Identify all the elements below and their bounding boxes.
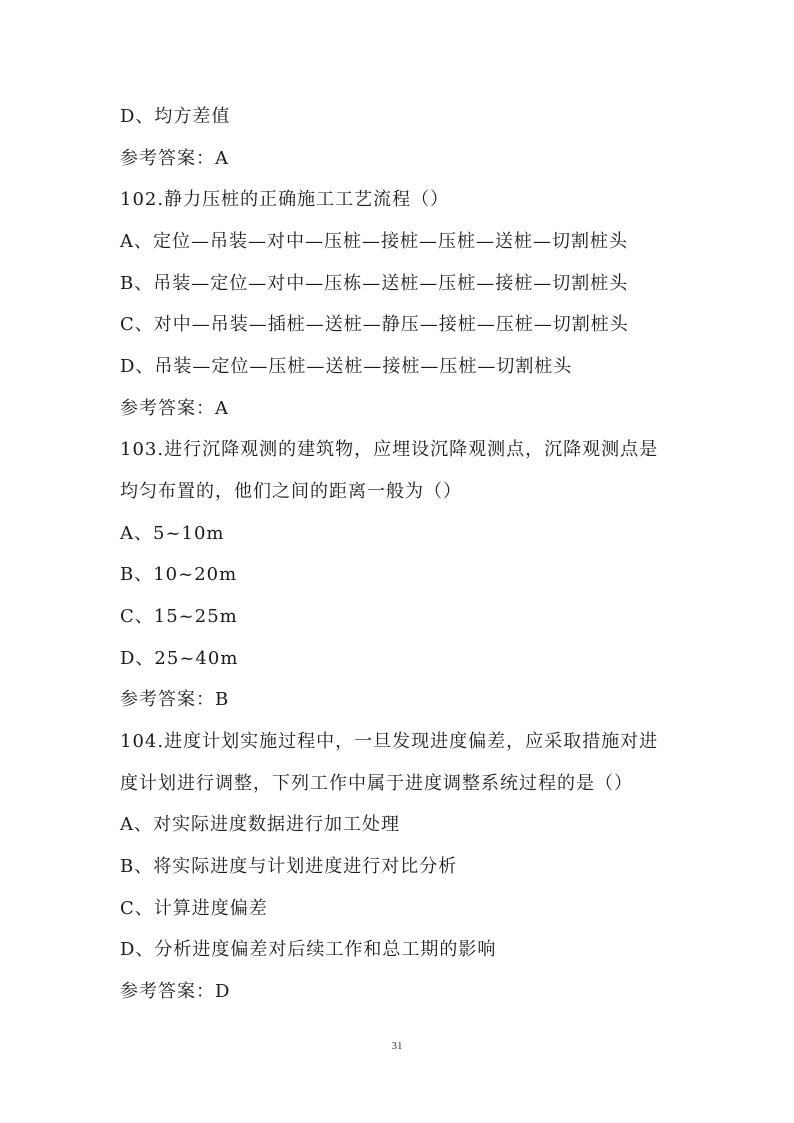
- answer-q104: 参考答案：D: [120, 981, 231, 1002]
- option-d-q103: D、25~40m: [120, 648, 239, 669]
- option-d-q102: D、吊装—定位—压桩—送桩—接桩—压桩—切割桩头: [120, 356, 573, 377]
- question-103-stem-line1: 103.进行沉降观测的建筑物，应埋设沉降观测点，沉降观测点是: [120, 439, 659, 460]
- answer-q102: 参考答案：A: [120, 398, 229, 419]
- option-d-q104: D、分析进度偏差对后续工作和总工期的影响: [120, 939, 497, 960]
- option-b-q104: B、将实际进度与计划进度进行对比分析: [120, 856, 458, 877]
- option-d-q101: D、均方差值: [120, 106, 231, 127]
- option-a-q104: A、对实际进度数据进行加工处理: [120, 814, 400, 835]
- question-104-stem-line1: 104.进度计划实施过程中，一旦发现进度偏差，应采取措施对进: [120, 731, 659, 752]
- option-c-q103: C、15~25m: [120, 606, 238, 627]
- question-102-stem: 102.静力压桩的正确施工工艺流程（）: [120, 189, 450, 210]
- question-104-stem-line2: 度计划进行调整，下列工作中属于进度调整系统过程的是（）: [120, 773, 633, 794]
- answer-q101: 参考答案：A: [120, 148, 229, 169]
- answer-q103: 参考答案：B: [120, 689, 230, 710]
- option-c-q102: C、对中—吊装—插桩—送桩—静压—接桩—压桩—切割桩头: [120, 314, 629, 335]
- option-a-q103: A、5~10m: [120, 523, 225, 544]
- option-b-q102: B、吊装—定位—对中—压栋—送桩—压桩—接桩—切割桩头: [120, 273, 629, 294]
- option-c-q104: C、计算进度偏差: [120, 898, 268, 919]
- page-number: 31: [391, 1040, 403, 1052]
- question-103-stem-line2: 均匀布置的，他们之间的距离一般为（）: [120, 481, 462, 502]
- option-a-q102: A、定位—吊装—对中—压桩—接桩—压桩—送桩—切割桩头: [120, 231, 628, 252]
- option-b-q103: B、10~20m: [120, 564, 238, 585]
